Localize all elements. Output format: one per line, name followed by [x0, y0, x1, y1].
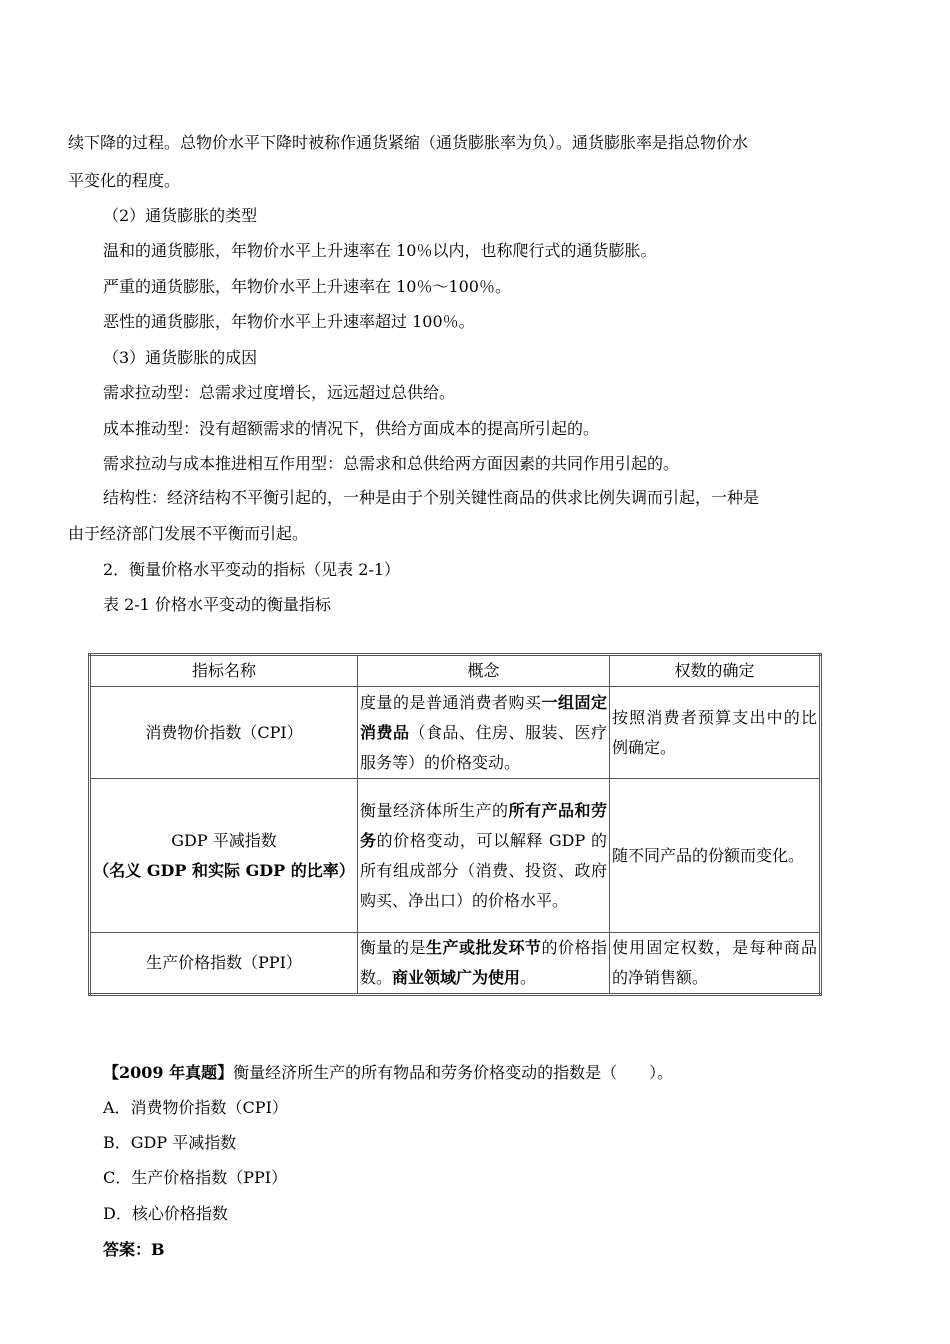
section-heading: 2．衡量价格水平变动的指标（见表 2-1） — [103, 560, 401, 579]
table-row — [90, 779, 821, 933]
concept-cell: 衡量经济体所生产的所有产品和劳务的价格变动，可以解释 GDP 的所有组成部分（消费、投资、政府购买、净出口）的价格水平。 — [358, 779, 610, 933]
paragraph: 续下降的过程。总物价水平下降时被称作通货紧缩（通货膨胀率为负）。通货膨胀率是指总物价水 — [68, 133, 749, 152]
paragraph: 成本推动型：没有超额需求的情况下，供给方面成本的提高所引起的。 — [103, 419, 600, 438]
header-cell: 权数的确定 — [610, 655, 821, 687]
paragraph: 结构性：经济结构不平衡引起的，一种是由于个别关键性商品的供求比例失调而引起，一种是 — [103, 488, 760, 507]
paragraph: 严重的通货膨胀，年物价水平上升速率在 10％～100％。 — [103, 277, 511, 296]
paragraph: 恶性的通货膨胀，年物价水平上升速率超过 100％。 — [103, 312, 475, 331]
paragraph: 需求拉动与成本推进相互作用型：总需求和总供给两方面因素的共同作用引起的。 — [103, 454, 680, 473]
header-cell: 概念 — [358, 655, 610, 687]
indicator-name: GDP 平减指数 （名义 GDP 和实际 GDP 的比率） — [90, 779, 358, 933]
weight-cell: 随不同产品的份额而变化。 — [610, 779, 821, 933]
indicator-name: 生产价格指数（PPI） — [90, 933, 358, 995]
indicator-name: 消费物价指数（CPI） — [90, 687, 358, 779]
indicator-table — [88, 653, 822, 996]
section-heading: （3）通货膨胀的成因 — [103, 348, 258, 367]
option-d: D．核心价格指数 — [103, 1204, 228, 1223]
concept-cell: 度量的是普通消费者购买一组固定消费品（食品、住房、服装、医疗服务等）的价格变动。 — [358, 687, 610, 779]
paragraph: 平变化的程度。 — [68, 171, 181, 190]
answer: 答案：B — [103, 1240, 165, 1259]
paragraph: 由于经济部门发展不平衡而引起。 — [68, 524, 309, 543]
table-row — [90, 933, 821, 995]
option-a: A．消费物价指数（CPI） — [103, 1098, 288, 1117]
option-b: B．GDP 平减指数 — [103, 1133, 237, 1152]
header-cell: 指标名称 — [90, 655, 358, 687]
weight-cell: 使用固定权数，是每种商品的净销售额。 — [610, 933, 821, 995]
section-heading: （2）通货膨胀的类型 — [103, 206, 258, 225]
paragraph: 需求拉动型：总需求过度增长，远远超过总供给。 — [103, 383, 456, 402]
table-caption: 表 2-1 价格水平变动的衡量指标 — [103, 595, 331, 614]
table-header-row — [90, 655, 821, 687]
table-row — [90, 687, 821, 779]
concept-cell: 衡量的是生产或批发环节的价格指数。商业领域广为使用。 — [358, 933, 610, 995]
question-stem: 【2009 年真题】衡量经济所生产的所有物品和劳务价格变动的指数是（ ）。 — [103, 1063, 674, 1082]
option-c: C．生产价格指数（PPI） — [103, 1168, 288, 1187]
weight-cell: 按照消费者预算支出中的比例确定。 — [610, 687, 821, 779]
paragraph: 温和的通货膨胀，年物价水平上升速率在 10％以内，也称爬行式的通货膨胀。 — [103, 241, 657, 260]
